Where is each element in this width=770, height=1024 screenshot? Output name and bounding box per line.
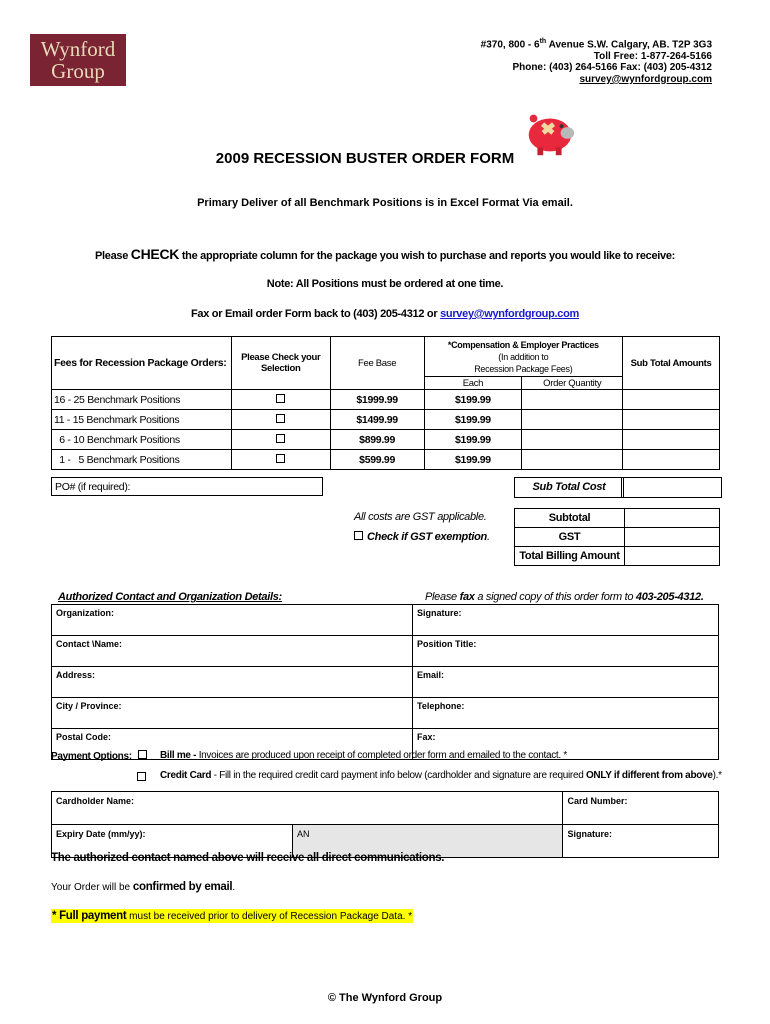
credit-card-option: Credit Card - Fill in the required credit card payment info below (cardholder and signature are required ONLY if different from above).* — [160, 770, 722, 781]
col-check-header: Please Check your Selection — [231, 337, 330, 390]
fee-table — [51, 336, 720, 470]
address-field[interactable]: Address: — [52, 667, 413, 698]
email-field[interactable]: Email: — [413, 667, 719, 698]
each-value: $199.99 — [424, 430, 522, 450]
expiry-date-label: Expiry Date (mm/yy): — [52, 825, 293, 858]
credit-card-table — [51, 791, 719, 858]
page-title: 2009 RECESSION BUSTER ORDER FORM — [215, 150, 515, 167]
subtotal-label: Subtotal — [515, 509, 625, 528]
order-qty-cell[interactable] — [522, 430, 623, 450]
full-payment-note: * Full payment must be received prior to delivery of Recession Package Data. * — [52, 910, 413, 922]
authorized-contact-note: The authorized contact named above will receive all direct communications. — [51, 852, 445, 864]
table-row — [52, 390, 720, 410]
row-label: 1 - 5 Benchmark Positions — [52, 450, 232, 470]
row-label: 11 - 15 Benchmark Positions — [52, 410, 232, 430]
table-row — [52, 450, 720, 470]
payment-options-label: Payment Options: — [51, 750, 147, 762]
col-fees-header: Fees for Recession Package Orders: — [52, 337, 232, 390]
footer-copyright: © The Wynford Group — [327, 992, 443, 1004]
subtotal-cell[interactable] — [623, 430, 720, 450]
address-line: #370, 800 - 6th Avenue S.W. Calgary, AB. T2P 3G3 — [480, 38, 712, 51]
fee-base-value: $599.99 — [330, 450, 424, 470]
address-email-link[interactable]: survey@wynfordgroup.com — [579, 73, 712, 85]
postal-code-field[interactable]: Postal Code: — [52, 729, 413, 760]
contact-heading: Authorized Contact and Organization Details: — [58, 591, 282, 603]
col-comp-header: *Compensation & Employer Practices (In addition to Recession Package Fees) — [424, 337, 623, 377]
po-number-field[interactable]: PO# (if required): — [51, 477, 323, 496]
bill-me-option: Bill me - Invoices are produced upon receipt of completed order form and emailed to the contact. * — [160, 750, 567, 761]
gst-exemption-option[interactable]: Check if GST exemption. — [354, 531, 490, 543]
package-checkbox[interactable] — [276, 434, 285, 443]
card-signature-field[interactable]: Signature: — [563, 825, 719, 858]
phone-fax: Phone: (403) 264-5166 Fax: (403) 205-4312 — [512, 62, 712, 74]
col-fee-base-header: Fee Base — [330, 337, 424, 390]
subtotal-cell[interactable] — [623, 450, 720, 470]
signature-field[interactable]: Signature: — [413, 605, 719, 636]
sub-total-cost-label: Sub Total Cost — [514, 477, 624, 498]
check-instruction: Please CHECK the appropriate column for the package you wish to purchase and reports you would like to receive: — [94, 246, 676, 262]
row-label: 16 - 25 Benchmark Positions — [52, 390, 232, 410]
expiry-date-input[interactable]: AN — [293, 825, 563, 858]
order-qty-cell[interactable] — [522, 450, 623, 470]
credit-card-checkbox[interactable] — [137, 772, 146, 781]
confirmation-note: Your Order will be confirmed by email. — [51, 881, 236, 893]
subtotal-value[interactable] — [625, 509, 720, 528]
totals-table — [514, 508, 720, 566]
logo-line2: Group — [51, 59, 105, 83]
package-checkbox[interactable] — [276, 394, 285, 403]
fax-field[interactable]: Fax: — [413, 729, 719, 760]
gst-label: GST — [515, 528, 625, 547]
fax-signed-note: Please fax a signed copy of this order form to 403-205-4312. — [425, 591, 704, 603]
logo-line1: Wynford — [40, 37, 116, 61]
telephone-field[interactable]: Telephone: — [413, 698, 719, 729]
col-each-header: Each — [424, 377, 522, 390]
order-note: Note: All Positions must be ordered at one time. — [266, 278, 504, 290]
col-order-qty-header: Order Quantity — [522, 377, 623, 390]
city-province-field[interactable]: City / Province: — [52, 698, 413, 729]
position-title-field[interactable]: Position Title: — [413, 636, 719, 667]
wynford-group-logo — [30, 34, 126, 86]
contact-details-table — [51, 604, 719, 760]
organization-field[interactable]: Organization: — [52, 605, 413, 636]
fee-base-value: $1499.99 — [330, 410, 424, 430]
gst-exemption-checkbox[interactable] — [354, 531, 363, 540]
cardholder-name-field[interactable]: Cardholder Name: — [52, 792, 563, 825]
each-value: $199.99 — [424, 390, 522, 410]
row-label: 6 - 10 Benchmark Positions — [52, 430, 232, 450]
gst-value[interactable] — [625, 528, 720, 547]
card-number-field[interactable]: Card Number: — [563, 792, 719, 825]
subtotal-cell[interactable] — [623, 410, 720, 430]
bill-me-checkbox[interactable] — [138, 750, 147, 759]
order-qty-cell[interactable] — [522, 410, 623, 430]
primary-delivery-note: Primary Deliver of all Benchmark Positions is in Excel Format Via email. — [197, 197, 573, 209]
contact-name-field[interactable]: Contact \Name: — [52, 636, 413, 667]
fee-base-value: $899.99 — [330, 430, 424, 450]
order-qty-cell[interactable] — [522, 390, 623, 410]
total-billing-value[interactable] — [625, 547, 720, 566]
fax-email-link[interactable]: survey@wynfordgroup.com — [440, 308, 579, 320]
each-value: $199.99 — [424, 450, 522, 470]
col-subtotal-header: Sub Total Amounts — [623, 337, 720, 390]
each-value: $199.99 — [424, 410, 522, 430]
package-checkbox[interactable] — [276, 414, 285, 423]
subtotal-cell[interactable] — [623, 390, 720, 410]
toll-free: Toll Free: 1-877-264-5166 — [593, 50, 712, 62]
total-billing-label: Total Billing Amount — [515, 547, 625, 566]
sub-total-cost-value[interactable] — [621, 477, 722, 498]
fax-email-line: Fax or Email order Form back to (403) 205-4312 or survey@wynfordgroup.com — [190, 308, 579, 320]
table-row — [52, 410, 720, 430]
fee-base-value: $1999.99 — [330, 390, 424, 410]
table-row — [52, 430, 720, 450]
gst-applicable-note: All costs are GST applicable. — [354, 511, 487, 523]
address-block — [481, 36, 712, 85]
package-checkbox[interactable] — [276, 454, 285, 463]
